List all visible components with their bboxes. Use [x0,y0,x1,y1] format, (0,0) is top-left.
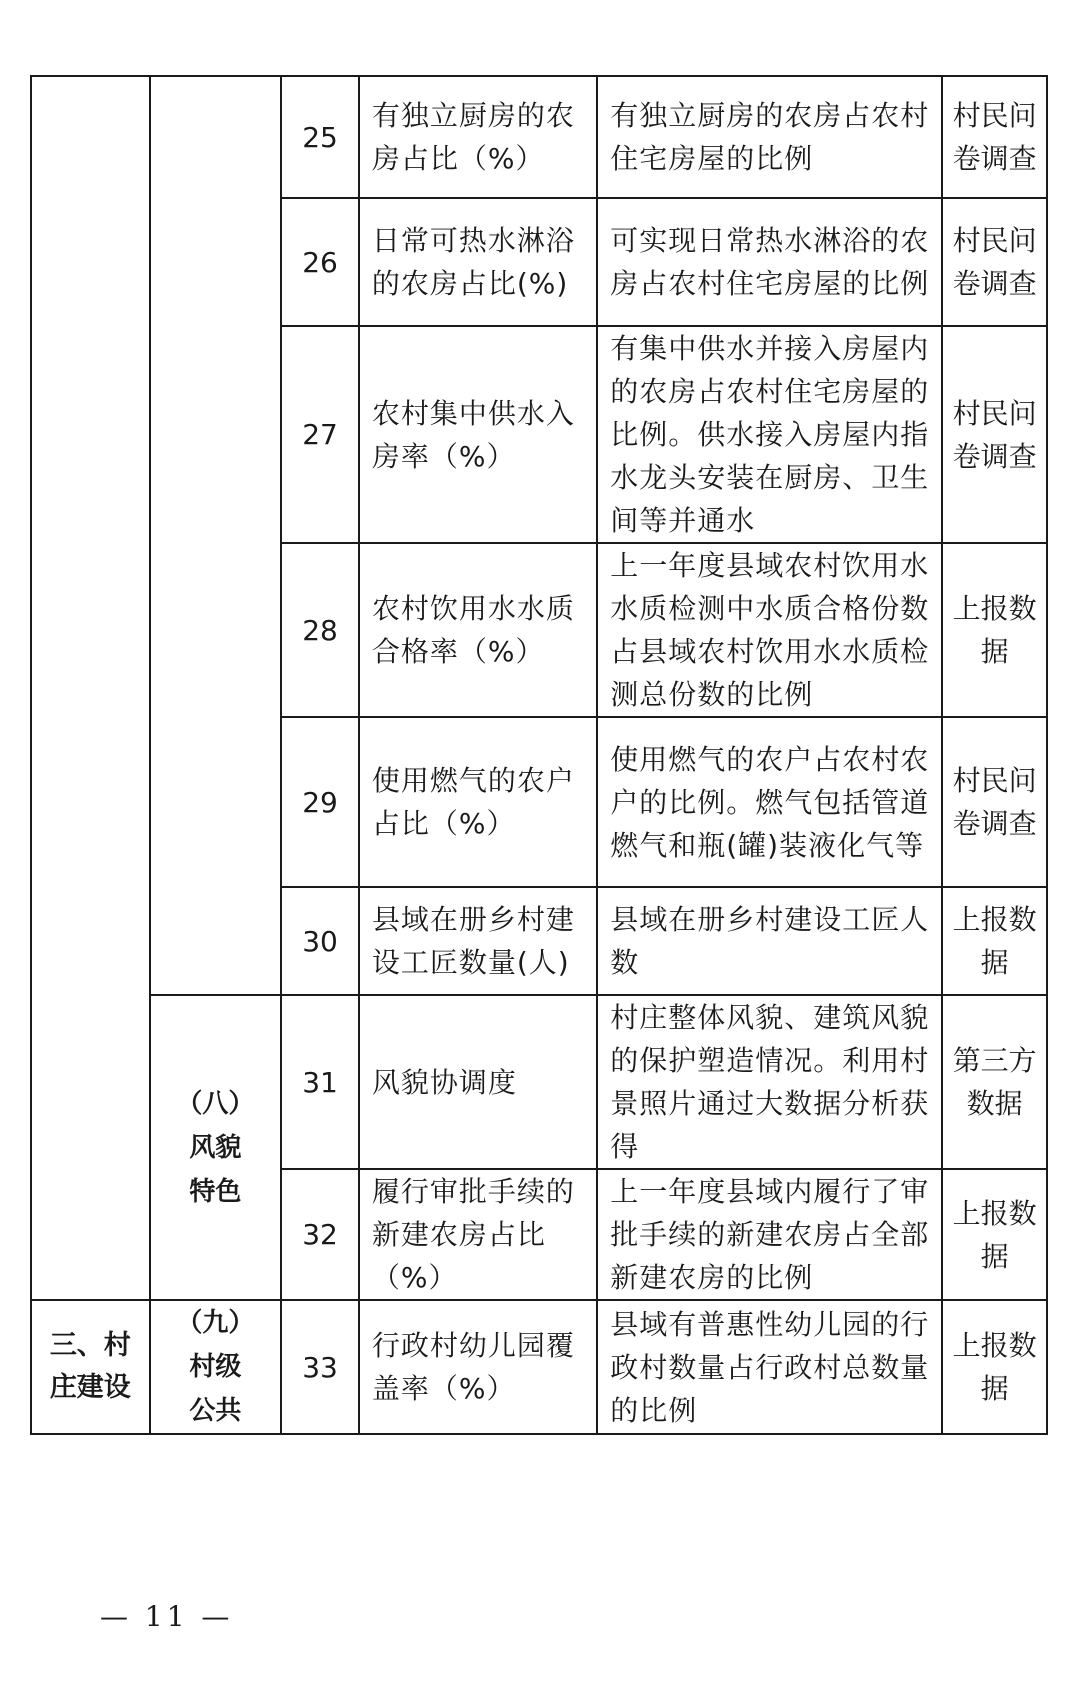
indicator-description: 使用燃气的农户占农村农户的比例。燃气包括管道燃气和瓶(罐)装液化气等 [597,717,942,887]
category-cell-empty [31,995,150,1300]
indicator-name: 风貌协调度 [359,995,597,1169]
indicator-description: 县域在册乡村建设工匠人数 [597,887,942,995]
data-source: 村民问卷调查 [942,198,1047,326]
indicator-name: 行政村幼儿园覆盖率（%） [359,1300,597,1434]
indicator-number: 29 [281,717,359,887]
indicator-number: 31 [281,995,359,1169]
indicator-name: 履行审批手续的新建农房占比（%） [359,1169,597,1300]
category-label: 三、村 庄建设 [49,1330,131,1403]
category-cell [31,1300,150,1434]
table-row [31,76,1047,198]
data-source: 第三方数据 [942,995,1047,1169]
indicator-name: 有独立厨房的农房占比（%） [359,76,597,198]
indicator-table [30,75,1048,1435]
data-source: 村民问卷调查 [942,326,1047,543]
subcategory-label: （九） 村级 公共 [176,1308,255,1426]
indicator-description: 可实现日常热水淋浴的农房占农村住宅房屋的比例 [597,198,942,326]
indicator-number: 27 [281,326,359,543]
indicator-description: 有独立厨房的农房占农村住宅房屋的比例 [597,76,942,198]
indicator-table-page [30,75,1048,1435]
indicator-number: 25 [281,76,359,198]
data-source: 村民问卷调查 [942,76,1047,198]
data-source: 村民问卷调查 [942,717,1047,887]
table-row [31,995,1047,1169]
indicator-description: 村庄整体风貌、建筑风貌的保护塑造情况。利用村景照片通过大数据分析获得 [597,995,942,1169]
subcategory-cell [150,995,282,1300]
indicator-name: 使用燃气的农户占比（%） [359,717,597,887]
data-source: 上报数据 [942,1169,1047,1300]
data-source: 上报数据 [942,543,1047,717]
indicator-description: 有集中供水并接入房屋内的农房占农村住宅房屋的比例。供水接入房屋内指水龙头安装在厨房、卫生间等并通水 [597,326,942,543]
subcategory-cell-empty [150,76,282,995]
indicator-name: 县域在册乡村建设工匠数量(人) [359,887,597,995]
indicator-number: 28 [281,543,359,717]
data-source: 上报数据 [942,1300,1047,1434]
page-number: — 11 — [100,1600,234,1633]
indicator-number: 30 [281,887,359,995]
indicator-name: 农村饮用水水质合格率（%） [359,543,597,717]
indicator-number: 26 [281,198,359,326]
indicator-number: 32 [281,1169,359,1300]
indicator-number: 33 [281,1300,359,1434]
indicator-description: 上一年度县域内履行了审批手续的新建农房占全部新建农房的比例 [597,1169,942,1300]
indicator-description: 县域有普惠性幼儿园的行政村数量占行政村总数量的比例 [597,1300,942,1434]
data-source: 上报数据 [942,887,1047,995]
indicator-name: 日常可热水淋浴的农房占比(%) [359,198,597,326]
category-cell-empty [31,76,150,995]
subcategory-label: （八） 风貌 特色 [176,1088,255,1207]
table-row [31,1300,1047,1434]
subcategory-cell [150,1300,282,1434]
indicator-description: 上一年度县域农村饮用水水质检测中水质合格份数占县域农村饮用水水质检测总份数的比例 [597,543,942,717]
indicator-name: 农村集中供水入房率（%） [359,326,597,543]
